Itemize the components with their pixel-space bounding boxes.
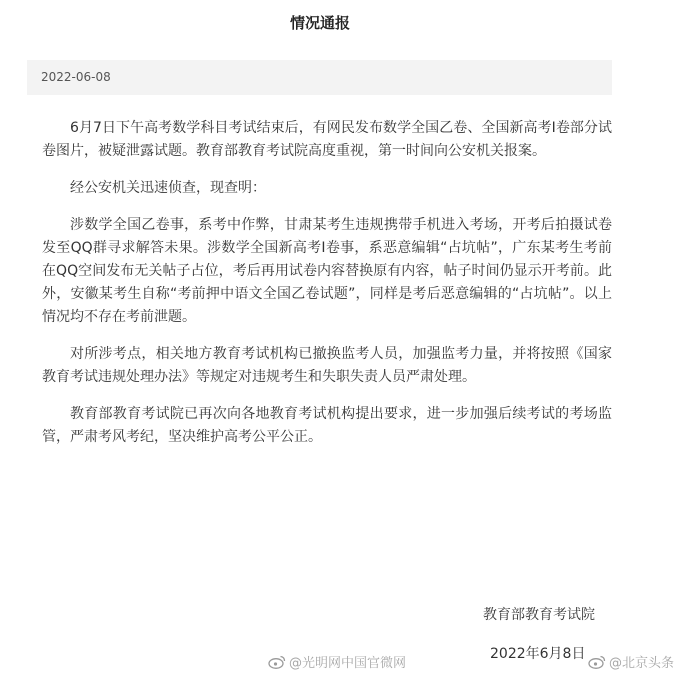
- weibo-icon: [268, 655, 286, 669]
- date-bar: [27, 60, 612, 95]
- publish-date: 2022-06-08: [41, 70, 111, 84]
- paragraph-2: 经公安机关迅速侦查，现查明：: [70, 180, 266, 196]
- paragraph-3: 涉数学全国乙卷事，系考中作弊，甘肃某考生违规携带手机进入考场，开考后拍摄试卷发至QQ群寻求解答未果。涉数学全国新高考I卷事，系恶意编辑“占坑帖”，广东某考生考前在QQ空间发布无关帖子占位，考后再用试卷内容替换原有内容，帖子时间仍显示开考前。此外，安徽某考生自称“考前押中语文全国乙卷试题”，同样是考后恶意编辑的“占坑帖”。以上情况均不存在考前泄题。: [42, 217, 612, 325]
- watermark-right: [588, 652, 674, 671]
- watermark-left-text: @光明网中国官微网: [289, 656, 407, 671]
- notice-body: [42, 117, 612, 463]
- watermark-left: [268, 652, 406, 671]
- paragraph-5: 教育部教育考试院已再次向各地教育考试机构提出要求，进一步加强后续考试的考场监管，严肃考风考纪，坚决维护高考公平公正。: [42, 406, 612, 445]
- signature: 教育部教育考试院: [483, 607, 595, 623]
- weibo-icon: [588, 655, 606, 669]
- paragraph-4: 对所涉考点，相关地方教育考试机构已撤换监考人员，加强监考力量，并将按照《国家教育考试违规处理办法》等规定对违规考生和失职失责人员严肃处理。: [42, 346, 612, 385]
- paragraph-1: 6月7日下午高考数学科目考试结束后，有网民发布数学全国乙卷、全国新高考I卷部分试卷图片，被疑泄露试题。教育部教育考试院高度重视，第一时间向公安机关报案。: [42, 120, 612, 159]
- watermark-right-text: @北京头条: [609, 656, 675, 671]
- notice-title: 情况通报: [289, 14, 350, 32]
- signature-date: 2022年6月8日: [490, 646, 586, 662]
